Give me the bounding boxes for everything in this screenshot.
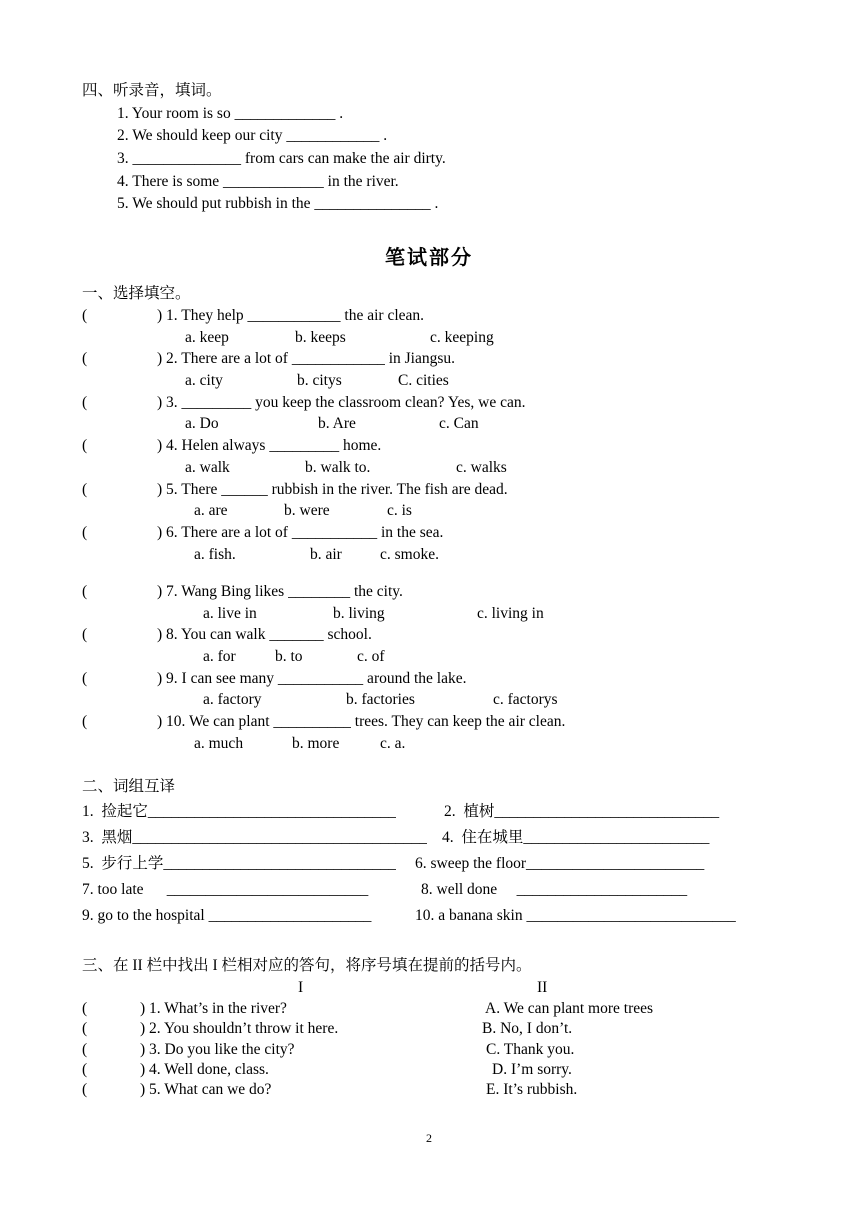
choice-question-3: ) 3. _________ you keep the classroom clean? Yes, we can.: [157, 394, 526, 411]
choice-paren: (: [82, 626, 88, 643]
choice-paren: (: [82, 394, 88, 411]
choice-option-a: a. much: [194, 735, 244, 752]
choice-question-5: ) 5. There ______ rubbish in the river. The fish are dead.: [157, 481, 508, 498]
choice-option-b: b. living: [333, 605, 385, 622]
choice-section-title: 一、选择填空。: [82, 285, 191, 302]
phrase-item-right: 8. well done ______________________: [421, 881, 688, 898]
choice-option-c: C. cities: [398, 372, 449, 389]
choice-paren: (: [82, 307, 88, 324]
choice-option-c: c. factorys: [493, 691, 558, 708]
choice-option-b: b. walk to.: [305, 459, 371, 476]
matching-paren: (: [82, 1000, 88, 1017]
choice-option-b: b. air: [310, 546, 342, 563]
choice-option-c: c. keeping: [430, 329, 494, 346]
matching-paren: (: [82, 1081, 88, 1098]
choice-option-b: b. to: [275, 648, 303, 665]
choice-option-c: c. smoke.: [380, 546, 439, 563]
choice-option-c: c. is: [387, 502, 412, 519]
phrases-section-title: 二、词组互译: [82, 778, 176, 795]
choice-option-b: b. more: [292, 735, 340, 752]
choice-option-b: b. factories: [346, 691, 415, 708]
page-number: 2: [426, 1131, 432, 1145]
matching-question: ) 1. What’s in the river?: [140, 1000, 287, 1017]
choice-paren: (: [82, 713, 88, 730]
matching-paren: (: [82, 1061, 88, 1078]
choice-question-1: ) 1. They help ____________ the air clean.: [157, 307, 425, 324]
choice-option-a: a. Do: [185, 415, 219, 432]
phrase-item-left: 3. 黑烟______________________________________: [82, 829, 427, 846]
choice-option-a: a. keep: [185, 329, 229, 346]
listening-item-4: 4. There is some _____________ in the river.: [117, 173, 399, 190]
phrase-item-right: 2. 植树_____________________________: [444, 803, 720, 820]
matching-section-title: 三、在 II 栏中找出 I 栏相对应的答句，将序号填在提前的括号内。: [82, 957, 532, 974]
matching-answer: A. We can plant more trees: [485, 1000, 654, 1017]
choice-option-a: a. live in: [203, 605, 257, 622]
matching-answer: D. I’m sorry.: [492, 1061, 572, 1078]
listening-item-2: 2. We should keep our city ____________ .: [117, 127, 388, 144]
matching-column-i-header: I: [298, 979, 304, 996]
choice-option-a: a. city: [185, 372, 223, 389]
choice-paren: (: [82, 437, 88, 454]
choice-paren: (: [82, 583, 88, 600]
matching-column-ii-header: II: [537, 979, 548, 996]
matching-paren: (: [82, 1020, 88, 1037]
choice-option-a: a. factory: [203, 691, 262, 708]
phrase-item-right: 6. sweep the floor_______________________: [415, 855, 705, 872]
choice-option-a: a. for: [203, 648, 236, 665]
listening-section-title: 四、听录音，填词。: [82, 82, 222, 99]
choice-option-a: a. walk: [185, 459, 230, 476]
choice-question-8: ) 8. You can walk _______ school.: [157, 626, 372, 643]
matching-question: ) 2. You shouldn’t throw it here.: [140, 1020, 339, 1037]
choice-question-2: ) 2. There are a lot of ____________ in Jiangsu.: [157, 350, 456, 367]
choice-option-c: c. of: [357, 648, 385, 665]
choice-question-4: ) 4. Helen always _________ home.: [157, 437, 382, 454]
listening-item-3: 3. ______________ from cars can make the air dirty.: [117, 150, 446, 167]
choice-paren: (: [82, 481, 88, 498]
matching-question: ) 3. Do you like the city?: [140, 1041, 295, 1058]
phrase-item-right: 10. a banana skin ___________________________: [415, 907, 736, 924]
phrase-item-right: 4. 住在城里________________________: [442, 829, 710, 846]
listening-item-1: 1. Your room is so _____________ .: [117, 105, 344, 122]
choice-question-10: ) 10. We can plant __________ trees. They can keep the air clean.: [157, 713, 566, 730]
matching-answer: E. It’s rubbish.: [486, 1081, 578, 1098]
choice-question-6: ) 6. There are a lot of ___________ in the sea.: [157, 524, 444, 541]
choice-option-c: c. Can: [439, 415, 479, 432]
choice-option-c: c. a.: [380, 735, 406, 752]
choice-option-c: c. walks: [456, 459, 507, 476]
choice-option-c: c. living in: [477, 605, 544, 622]
choice-option-b: b. keeps: [295, 329, 346, 346]
listening-item-5: 5. We should put rubbish in the _______________ .: [117, 195, 439, 212]
matching-paren: (: [82, 1041, 88, 1058]
choice-option-b: b. were: [284, 502, 330, 519]
choice-question-7: ) 7. Wang Bing likes ________ the city.: [157, 583, 403, 600]
choice-option-b: b. Are: [318, 415, 356, 432]
choice-paren: (: [82, 350, 88, 367]
choice-option-b: b. citys: [297, 372, 342, 389]
choice-paren: (: [82, 670, 88, 687]
choice-paren: (: [82, 524, 88, 541]
matching-answer: C. Thank you.: [486, 1041, 575, 1058]
phrase-item-left: 7. too late __________________________: [82, 881, 369, 898]
choice-question-9: ) 9. I can see many ___________ around the lake.: [157, 670, 467, 687]
phrase-item-left: 5. 步行上学______________________________: [82, 855, 396, 872]
phrase-item-left: 9. go to the hospital _____________________: [82, 907, 372, 924]
written-part-heading: 笔试部分: [385, 247, 473, 269]
phrase-item-left: 1. 捡起它________________________________: [82, 803, 396, 820]
matching-question: ) 4. Well done, class.: [140, 1061, 269, 1078]
matching-answer: B. No, I don’t.: [482, 1020, 573, 1037]
matching-question: ) 5. What can we do?: [140, 1081, 272, 1098]
choice-option-a: a. are: [194, 502, 228, 519]
choice-option-a: a. fish.: [194, 546, 236, 563]
